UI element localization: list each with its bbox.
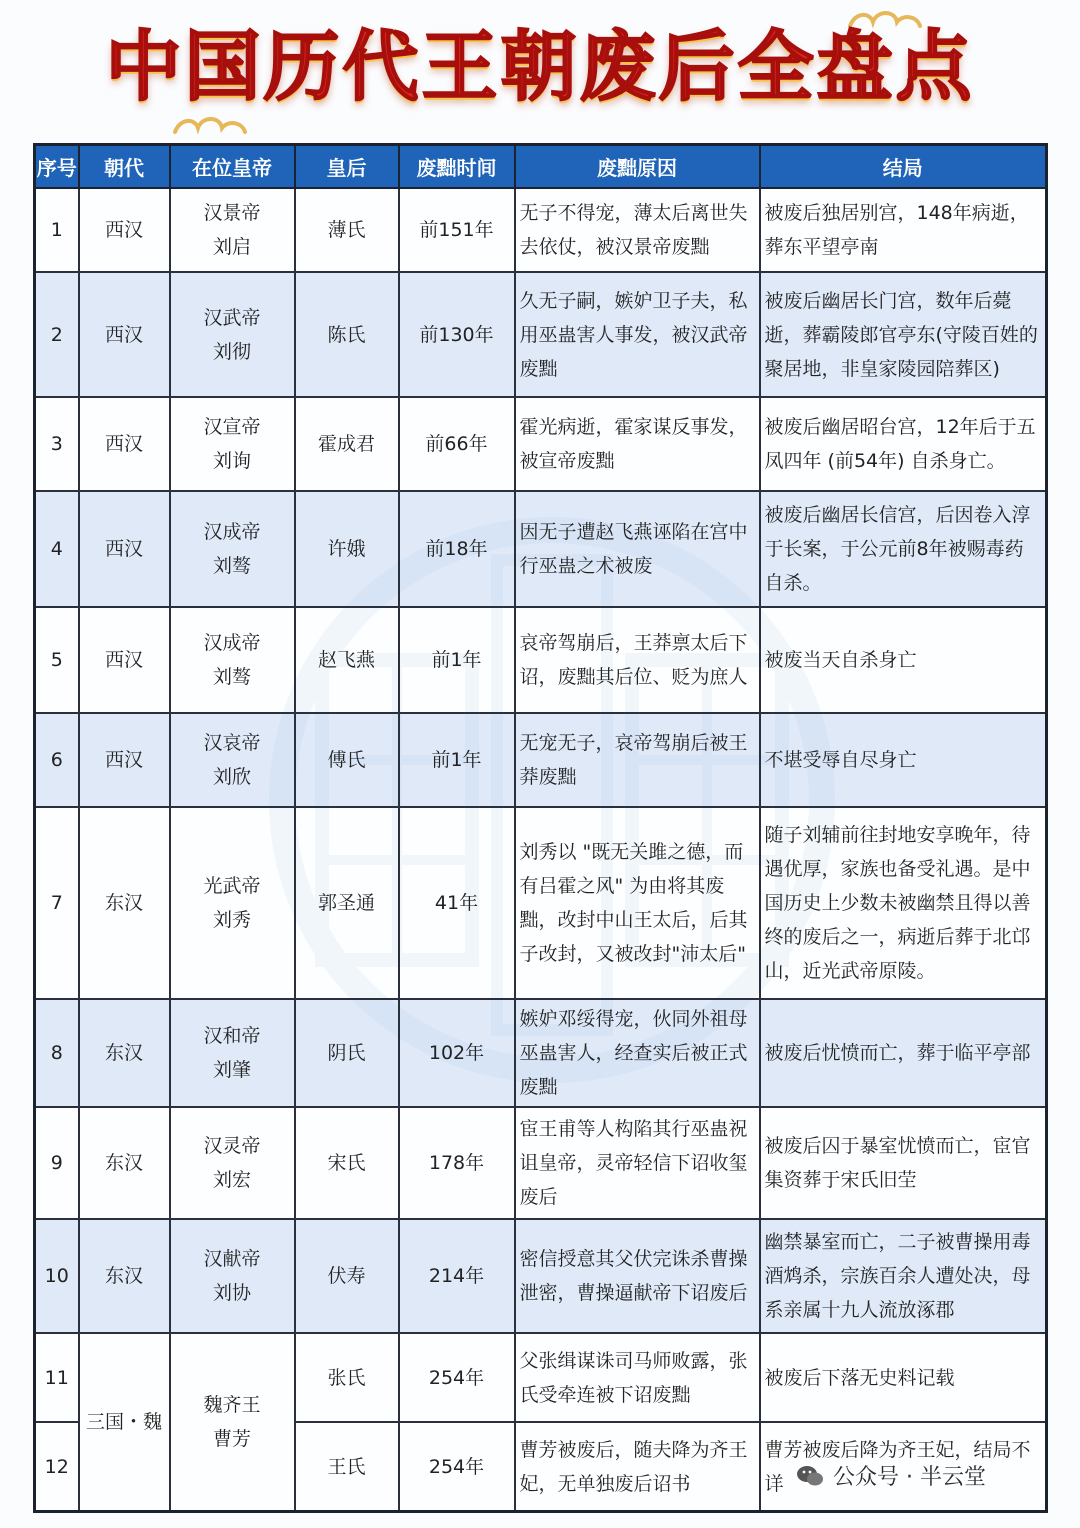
- cell-time: 178年: [399, 1107, 515, 1219]
- cell-empress: 傅氏: [295, 713, 399, 807]
- cell-outcome: 被废后忧愤而亡，葬于临平亭部: [760, 999, 1047, 1107]
- cell-outcome: 被废后幽居昭台宫，12年后于五凤四年 (前54年) 自杀身亡。: [760, 397, 1047, 491]
- emperor-title: 汉献帝: [203, 1248, 261, 1271]
- cell-no: 6: [35, 713, 79, 807]
- cell-reason: 密信授意其父伏完诛杀曹操泄密，曹操逼献帝下诏废后: [515, 1219, 760, 1333]
- cell-no: 12: [35, 1422, 79, 1511]
- cell-dynasty: 东汉: [79, 1107, 170, 1219]
- cell-outcome: 被废后独居别宫，148年病逝，葬东平望亭南: [760, 188, 1047, 272]
- cell-empress: 伏寿: [295, 1219, 399, 1333]
- emperor-name: 刘协: [212, 1282, 251, 1305]
- cell-empress: 霍成君: [295, 397, 399, 491]
- cell-emperor: [170, 1107, 295, 1219]
- table-header-row: [35, 145, 1047, 189]
- cell-reason: 嫉妒邓绥得宠，伙同外祖母巫蛊害人，经查实后被正式废黜: [515, 999, 760, 1107]
- cell-reason: 哀帝驾崩后，王莽禀太后下诏，废黜其后位、贬为庶人: [515, 607, 760, 713]
- footer-text: 公众号 · 半云堂: [833, 1465, 986, 1490]
- cell-no: 5: [35, 607, 79, 713]
- emperor-name: 刘宏: [212, 1169, 251, 1192]
- cell-dynasty: 西汉: [79, 491, 170, 607]
- cell-empress: 张氏: [295, 1333, 399, 1422]
- cell-emperor: [170, 1219, 295, 1333]
- cell-emperor: [170, 188, 295, 272]
- cell-time: 前1年: [399, 713, 515, 807]
- cell-outcome: 被废后囚于暴室忧愤而亡，宦官集资葬于宋氏旧茔: [760, 1107, 1047, 1219]
- cell-dynasty: 西汉: [79, 272, 170, 397]
- cell-empress: 赵飞燕: [295, 607, 399, 713]
- emperor-name: 刘肇: [212, 1059, 251, 1082]
- footer-watermark: [795, 1460, 986, 1491]
- cell-emperor: [170, 999, 295, 1107]
- deposed-empress-table: [33, 143, 1048, 1513]
- cell-time: 102年: [399, 999, 515, 1107]
- cell-empress: 陈氏: [295, 272, 399, 397]
- cell-time: 214年: [399, 1219, 515, 1333]
- cell-reason: 宦王甫等人构陷其行巫蛊祝诅皇帝，灵帝轻信下诏收玺废后: [515, 1107, 760, 1219]
- table-row: [35, 397, 1047, 491]
- table-row: [35, 188, 1047, 272]
- header-dynasty: 朝代: [79, 145, 170, 189]
- cell-outcome: 不堪受辱自尽身亡: [760, 713, 1047, 807]
- cell-outcome: 幽禁暴室而亡，二子被曹操用毒酒鸩杀，宗族百余人遭处决，母系亲属十九人流放涿郡: [760, 1219, 1047, 1333]
- emperor-name: 刘彻: [212, 340, 251, 363]
- cell-emperor: [170, 1333, 295, 1511]
- cell-no: 7: [35, 807, 79, 999]
- table-row: [35, 713, 1047, 807]
- table-row: [35, 1219, 1047, 1333]
- emperor-name: 刘询: [212, 450, 251, 473]
- title-area: [0, 0, 1080, 140]
- cell-no: 10: [35, 1219, 79, 1333]
- cell-emperor: [170, 272, 295, 397]
- cell-reason: 无宠无子，哀帝驾崩后被王莽废黜: [515, 713, 760, 807]
- table-row: [35, 607, 1047, 713]
- cell-emperor: [170, 397, 295, 491]
- emperor-name: 曹芳: [212, 1428, 251, 1451]
- cell-no: 9: [35, 1107, 79, 1219]
- cell-reason: 无子不得宠，薄太后离世失去依仗，被汉景帝废黜: [515, 188, 760, 272]
- emperor-title: 汉景帝: [203, 202, 261, 225]
- cell-reason: 因无子遭赵飞燕诬陷在宫中行巫蛊之术被废: [515, 491, 760, 607]
- cell-outcome: 被废后幽居长门宫，数年后薨逝，葬霸陵郎官亭东(守陵百姓的聚居地，非皇家陵园陪葬区): [760, 272, 1047, 397]
- header-outcome: 结局: [760, 145, 1047, 189]
- cell-time: 254年: [399, 1422, 515, 1511]
- cell-no: 4: [35, 491, 79, 607]
- header-no: 序号: [35, 145, 79, 189]
- cell-time: 前130年: [399, 272, 515, 397]
- cell-outcome: 被废当天自杀身亡: [760, 607, 1047, 713]
- cell-emperor: [170, 491, 295, 607]
- cell-time: 前66年: [399, 397, 515, 491]
- table-row: [35, 999, 1047, 1107]
- cell-dynasty: 西汉: [79, 607, 170, 713]
- emperor-title: 汉和帝: [203, 1025, 261, 1048]
- emperor-name: 刘骜: [212, 666, 251, 689]
- emperor-title: 魏齐王: [203, 1394, 261, 1417]
- cell-no: 11: [35, 1333, 79, 1422]
- cell-emperor: [170, 807, 295, 999]
- cell-outcome: 被废后幽居长信宫，后因卷入淳于长案，于公元前8年被赐毒药自杀。: [760, 491, 1047, 607]
- cell-empress: 宋氏: [295, 1107, 399, 1219]
- cell-empress: 王氏: [295, 1422, 399, 1511]
- cell-reason: 曹芳被废后，随夫降为齐王妃，无单独废后诏书: [515, 1422, 760, 1511]
- header-emperor: 在位皇帝: [170, 145, 295, 189]
- emperor-name: 刘欣: [212, 766, 251, 789]
- cell-outcome: 随子刘辅前往封地安享晚年，待遇优厚，家族也备受礼遇。是中国历史上少数未被幽禁且得以善终的废后之一，病逝后葬于北邙山，近光武帝原陵。: [760, 807, 1047, 999]
- cell-dynasty: 东汉: [79, 1219, 170, 1333]
- emperor-title: 汉武帝: [203, 306, 261, 329]
- wechat-icon: [795, 1463, 825, 1489]
- table-row: [35, 807, 1047, 999]
- cell-time: 254年: [399, 1333, 515, 1422]
- cell-outcome: 被废后下落无史料记载: [760, 1333, 1047, 1422]
- cell-outcome: 曹芳被废后降为齐王妃，结局不详: [760, 1422, 1047, 1511]
- emperor-name: 刘启: [212, 236, 251, 259]
- cloud-ornament-icon: [170, 112, 250, 142]
- emperor-title: 汉宣帝: [203, 416, 261, 439]
- cell-dynasty: 西汉: [79, 397, 170, 491]
- cell-emperor: [170, 607, 295, 713]
- emperor-title: 汉哀帝: [203, 732, 261, 755]
- emperor-title: 汉灵帝: [203, 1135, 261, 1158]
- cell-dynasty: 西汉: [79, 713, 170, 807]
- cell-time: 前151年: [399, 188, 515, 272]
- cell-empress: 郭圣通: [295, 807, 399, 999]
- cell-no: 2: [35, 272, 79, 397]
- cell-no: 8: [35, 999, 79, 1107]
- cell-reason: 久无子嗣，嫉妒卫子夫，私用巫蛊害人事发，被汉武帝废黜: [515, 272, 760, 397]
- cell-no: 1: [35, 188, 79, 272]
- cell-empress: 阴氏: [295, 999, 399, 1107]
- table-row: [35, 272, 1047, 397]
- cell-reason: 霍光病逝，霍家谋反事发，被宣帝废黜: [515, 397, 760, 491]
- cell-time: 41年: [399, 807, 515, 999]
- emperor-name: 刘秀: [212, 909, 251, 932]
- cell-time: 前1年: [399, 607, 515, 713]
- header-empress: 皇后: [295, 145, 399, 189]
- table-row: [35, 1107, 1047, 1219]
- table-row: [35, 1333, 1047, 1422]
- header-time: 废黜时间: [399, 145, 515, 189]
- cell-empress: 薄氏: [295, 188, 399, 272]
- cell-no: 3: [35, 397, 79, 491]
- cell-empress: 许娥: [295, 491, 399, 607]
- emperor-title: 汉成帝: [203, 632, 261, 655]
- cell-emperor: [170, 713, 295, 807]
- cell-dynasty: 西汉: [79, 188, 170, 272]
- header-reason: 废黜原因: [515, 145, 760, 189]
- cell-reason: 父张缉谋诛司马师败露，张氏受牵连被下诏废黜: [515, 1333, 760, 1422]
- cell-time: 前18年: [399, 491, 515, 607]
- cell-reason: 刘秀以 "既无关雎之德，而有吕霍之风" 为由将其废黜，改封中山王太后，后其子改封，又被改封"沛太后": [515, 807, 760, 999]
- emperor-title: 汉成帝: [203, 521, 261, 544]
- cell-dynasty: 东汉: [79, 999, 170, 1107]
- table-row: [35, 491, 1047, 607]
- emperor-title: 光武帝: [203, 875, 261, 898]
- cell-dynasty: 东汉: [79, 807, 170, 999]
- emperor-name: 刘骜: [212, 555, 251, 578]
- page-title: 中国历代王朝废后全盘点: [105, 22, 975, 111]
- cell-dynasty: 三国・魏: [79, 1333, 170, 1511]
